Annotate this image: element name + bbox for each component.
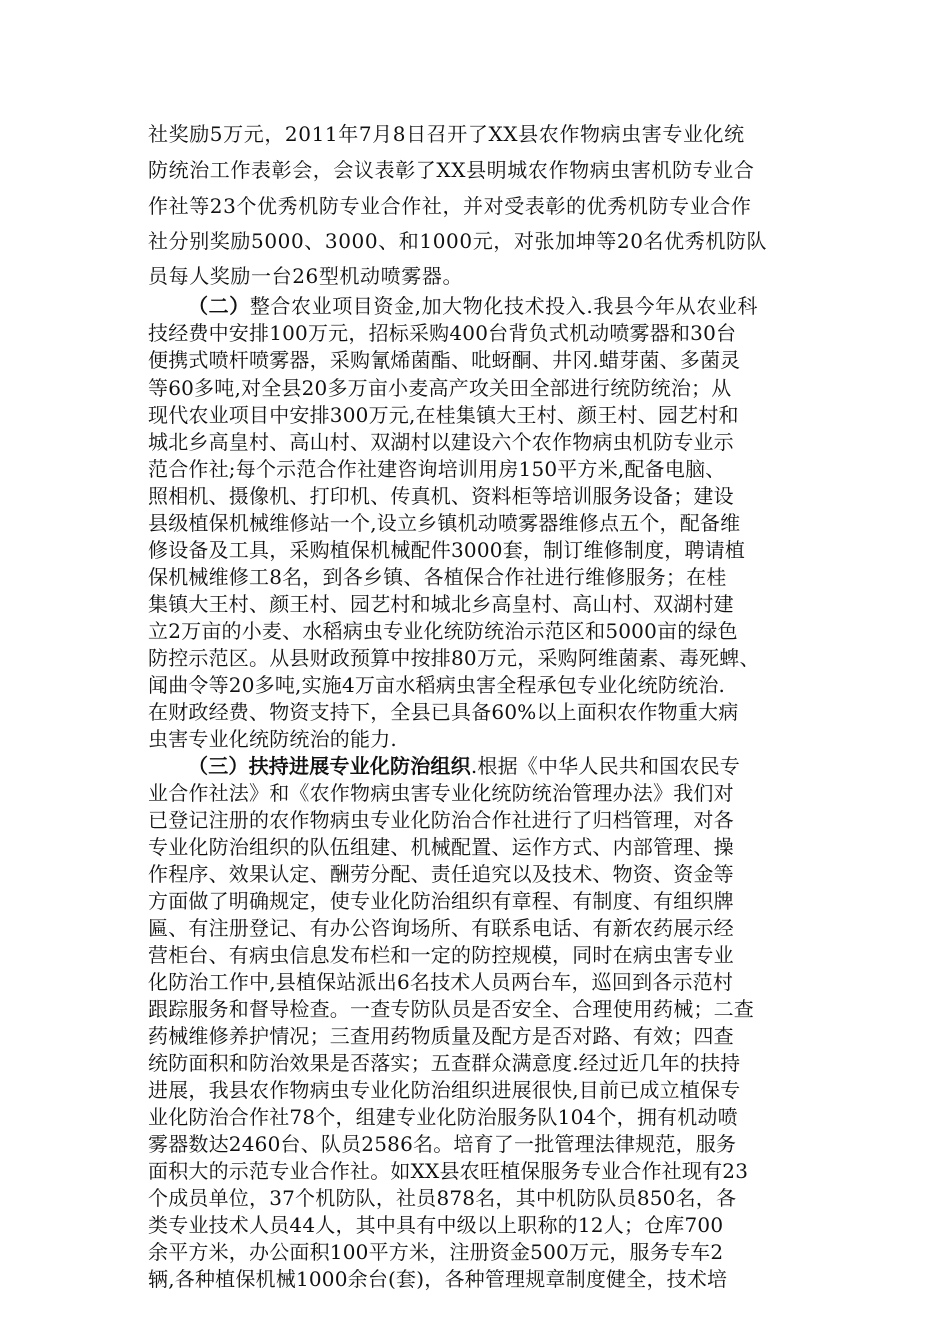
text-line: 已登记注册的农作物病虫专业化防治合作社进行了归档管理，对各 xyxy=(148,808,734,832)
section-heading: （三）扶持进展专业化防治组织 xyxy=(188,754,471,778)
text-line: 社奖励5万元，2011年7月8日召开了XX县农作物病虫害专业化统 xyxy=(148,122,745,146)
text-line: 面积大的示范专业合作社。如XX县农旺植保服务专业合作社现有23 xyxy=(148,1159,749,1183)
section-heading: （二） xyxy=(188,294,250,318)
text-line: 专业化防治组织的队伍组建、机械配置、运作方式、内部管理、操 xyxy=(148,835,734,859)
text-line: 进展，我县农作物病虫专业化防治组织进展很快,目前已成立植保专 xyxy=(148,1078,741,1102)
text-line: 员每人奖励一台26型机动喷雾器。 xyxy=(148,264,464,288)
text-line: 业化防治合作社78个，组建专业化防治服务队104个，拥有机动喷 xyxy=(148,1105,738,1129)
text-line: 统防面积和防治效果是否落实；五查群众满意度.经过近几年的扶持 xyxy=(148,1051,741,1075)
text-line: 雾器数达2460台、队员2586名。培育了一批管理法律规范，服务 xyxy=(148,1132,737,1156)
text-line: 立2万亩的小麦、水稻病虫专业化统防统治示范区和5000亩的绿色 xyxy=(148,619,738,643)
text-line: 在财政经费、物资支持下，全县已具备60%以上面积农作物重大病 xyxy=(148,700,739,724)
text-line: 防控示范区。从县财政预算中按排80万元，采购阿维菌素、毒死蜱、 xyxy=(148,646,760,670)
paragraph-3-first-line xyxy=(188,754,740,778)
text-line: 保机械维修工8名，到各乡镇、各植保合作社进行维修服务；在桂 xyxy=(148,565,727,589)
text-run: 整合农业项目资金,加大物化技术投入.我县今年从农业科 xyxy=(249,294,759,318)
text-line: 修设备及工具，采购植保机械配件3000套，制订维修制度，聘请植 xyxy=(148,538,746,562)
text-line: 社分别奖励5000、3000、和1000元，对张加坤等20名优秀机防队 xyxy=(148,229,768,253)
text-line: 业合作社法》和《农作物病虫害专业化统防统治管理办法》我们对 xyxy=(148,781,734,805)
text-line: 虫害专业化统防统治的能力. xyxy=(148,727,397,751)
text-line: 现代农业项目中安排300万元,在桂集镇大王村、颜王村、园艺村和 xyxy=(148,403,739,427)
text-line: 辆,各种植保机械1000余台(套)，各种管理规章制度健全，技术培 xyxy=(148,1267,728,1291)
text-line: 营柜台、有病虫信息发布栏和一定的防控规模，同时在病虫害专业 xyxy=(148,943,734,967)
text-line: 防统治工作表彰会，会议表彰了XX县明城农作物病虫害机防专业合 xyxy=(148,158,755,182)
text-line: 便携式喷杆喷雾器，采购氰烯菌酯、吡蚜酮、井冈.蜡芽菌、多菌灵 xyxy=(148,348,741,372)
text-line: 余平方米，办公面积100平方米，注册资金500万元，服务专车2 xyxy=(148,1240,724,1264)
text-line: 化防治工作中,县植保站派出6名技术人员两台车，巡回到各示范村 xyxy=(148,970,734,994)
text-line: 技经费中安排100万元，招标采购400台背负式机动喷雾器和30台 xyxy=(148,321,737,345)
text-line: 集镇大王村、颜王村、园艺村和城北乡高皇村、高山村、双湖村建 xyxy=(148,592,734,616)
text-line: 城北乡高皇村、高山村、双湖村以建设六个农作物病虫机防专业示 xyxy=(148,430,734,454)
text-line: 县级植保机械维修站一个,设立乡镇机动喷雾器维修点五个，配备维 xyxy=(148,511,741,535)
text-line: 方面做了明确规定，使专业化防治组织有章程、有制度、有组织牌 xyxy=(148,889,734,913)
text-line: 作程序、效果认定、酬劳分配、责任追究以及技术、物资、资金等 xyxy=(148,862,734,886)
text-line: 等60多吨,对全县20多万亩小麦高产攻关田全部进行统防统治；从 xyxy=(148,376,732,400)
text-line: 类专业技术人员44人，其中具有中级以上职称的12人；仓库700 xyxy=(148,1213,724,1237)
text-line: 照相机、摄像机、打印机、传真机、资料柜等培训服务设备；建设 xyxy=(148,484,734,508)
text-line: 闻曲令等20多吨,实施4万亩水稻病虫害全程承包专业化统防统治. xyxy=(148,673,726,697)
paragraph-2-first-line xyxy=(188,294,758,318)
text-line: 个成员单位，37个机防队，社员878名，其中机防队员850名，各 xyxy=(148,1186,737,1210)
text-line: 作社等23个优秀机防专业合作社，并对受表彰的优秀机防专业合作 xyxy=(148,194,752,218)
text-line: 药械维修养护情况；三查用药物质量及配方是否对路、有效；四查 xyxy=(148,1024,734,1048)
text-line: 匾、有注册登记、有办公咨询场所、有联系电话、有新农药展示经 xyxy=(148,916,734,940)
text-run: .根据《中华人民共和国农民专 xyxy=(470,754,740,778)
text-line: 跟踪服务和督导检查。一查专防队员是否安全、合理使用药械；二查 xyxy=(148,997,754,1021)
text-line: 范合作社;每个示范合作社建咨询培训用房150平方米,配备电脑、 xyxy=(148,457,726,481)
